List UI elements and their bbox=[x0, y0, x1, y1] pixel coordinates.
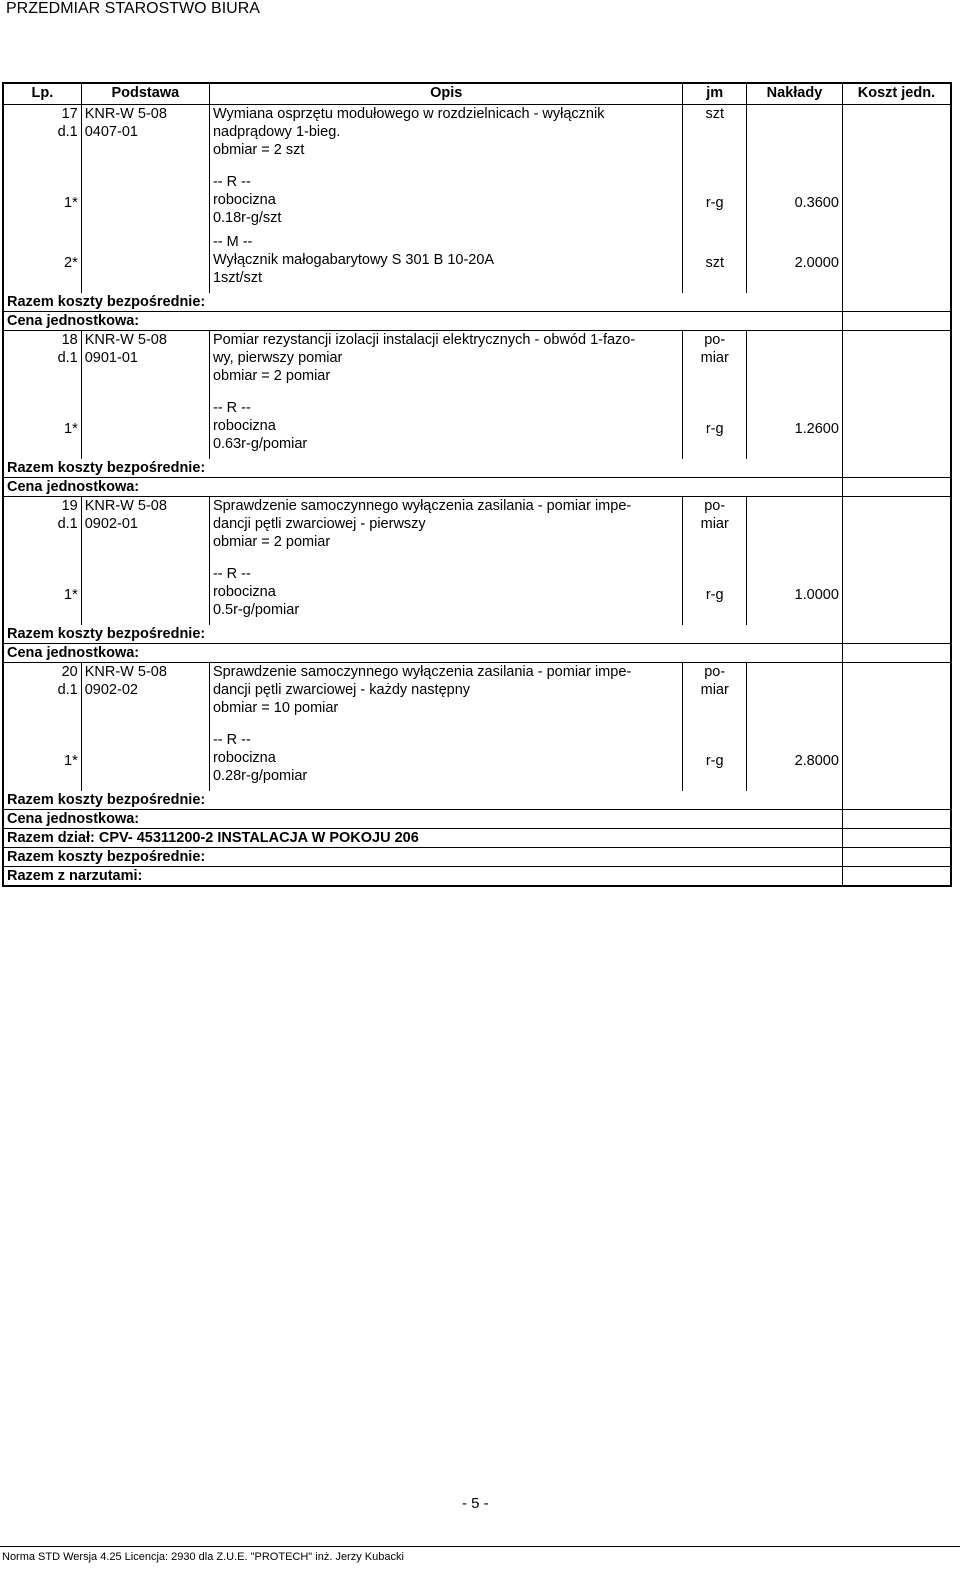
resource-row bbox=[3, 399, 951, 459]
item-unit: po- bbox=[704, 498, 726, 514]
table-row bbox=[3, 105, 951, 174]
resource-unit: r-g bbox=[683, 173, 747, 233]
item-unit-cont: miar bbox=[700, 350, 729, 366]
resource-line: 0.63r-g/pomiar bbox=[212, 436, 308, 452]
razem-koszty-row-label: Razem koszty bezpośrednie: bbox=[3, 791, 842, 810]
resource-line: 0.5r-g/pomiar bbox=[212, 602, 300, 618]
resource-number: 1* bbox=[3, 399, 81, 459]
resource-description bbox=[209, 173, 682, 233]
item-opis bbox=[209, 497, 682, 566]
item-description-line: obmiar = 2 pomiar bbox=[212, 368, 331, 384]
cena-jednostkowa-row bbox=[3, 810, 951, 829]
table-body bbox=[3, 105, 951, 887]
item-section: d.1 bbox=[57, 124, 78, 140]
resource-unit: szt bbox=[683, 233, 747, 293]
resource-number: 1* bbox=[3, 173, 81, 233]
item-lp bbox=[3, 105, 81, 174]
item-position: 0902-01 bbox=[84, 516, 138, 532]
col-podstawa: Podstawa bbox=[81, 83, 209, 105]
razem-koszty-row-label: Razem koszty bezpośrednie: bbox=[3, 459, 842, 478]
item-podstawa bbox=[81, 663, 209, 732]
table-row bbox=[3, 497, 951, 566]
item-unit: po- bbox=[704, 332, 726, 348]
item-number: 19 bbox=[61, 498, 78, 514]
resource-koszt bbox=[842, 233, 951, 293]
resource-unit: r-g bbox=[683, 399, 747, 459]
item-opis bbox=[209, 105, 682, 174]
item-catalog: KNR-W 5-08 bbox=[84, 498, 167, 514]
razem-koszty-row bbox=[3, 459, 951, 478]
resource-podstawa bbox=[81, 399, 209, 459]
item-description-line: obmiar = 2 pomiar bbox=[212, 534, 331, 550]
item-naklady bbox=[747, 497, 843, 566]
item-opis bbox=[209, 331, 682, 400]
resource-number: 2* bbox=[3, 233, 81, 293]
item-description-line: obmiar = 10 pomiar bbox=[212, 700, 339, 716]
resource-unit: r-g bbox=[683, 731, 747, 791]
resource-number: 1* bbox=[3, 731, 81, 791]
razem-narzut-row bbox=[3, 867, 951, 887]
item-jm bbox=[683, 105, 747, 174]
resource-line: robocizna bbox=[212, 418, 276, 434]
item-unit: po- bbox=[704, 664, 726, 680]
col-lp: Lp. bbox=[3, 83, 81, 105]
page-number: - 5 - bbox=[462, 1495, 489, 1512]
item-description-line: Pomiar rezystancji izolacji instalacji elektrycznych - obwód 1-fazo- bbox=[212, 332, 636, 348]
resource-line: -- R -- bbox=[212, 400, 251, 416]
item-section: d.1 bbox=[57, 682, 78, 698]
resource-description bbox=[209, 399, 682, 459]
item-koszt bbox=[842, 663, 951, 732]
razem-narzut-row-label: Razem z narzutami: bbox=[3, 867, 842, 887]
cena-jednostkowa-row-label: Cena jednostkowa: bbox=[3, 644, 842, 663]
item-section: d.1 bbox=[57, 350, 78, 366]
resource-podstawa bbox=[81, 173, 209, 233]
item-description-line: Wymiana osprzętu modułowego w rozdzielnicach - wyłącznik bbox=[212, 106, 605, 122]
cena-jednostkowa-row bbox=[3, 312, 951, 331]
cena-jednostkowa-row-value bbox=[842, 644, 951, 663]
cena-jednostkowa-row-label: Cena jednostkowa: bbox=[3, 810, 842, 829]
cost-table bbox=[2, 82, 952, 887]
item-description-line: wy, pierwszy pomiar bbox=[212, 350, 343, 366]
item-description-line: Sprawdzenie samoczynnego wyłączenia zasilania - pomiar impe- bbox=[212, 498, 632, 514]
cena-jednostkowa-row-value bbox=[842, 478, 951, 497]
resource-unit: r-g bbox=[683, 565, 747, 625]
item-koszt bbox=[842, 105, 951, 174]
resource-row bbox=[3, 565, 951, 625]
cena-jednostkowa-row-label: Cena jednostkowa: bbox=[3, 478, 842, 497]
item-catalog: KNR-W 5-08 bbox=[84, 332, 167, 348]
razem-dzial-koszty-row-label: Razem koszty bezpośrednie: bbox=[3, 848, 842, 867]
resource-number: 1* bbox=[3, 565, 81, 625]
resource-line: -- R -- bbox=[212, 566, 251, 582]
item-unit-cont: miar bbox=[700, 682, 729, 698]
resource-line: Wyłącznik małogabarytowy S 301 B 10-20A bbox=[212, 252, 495, 268]
col-opis: Opis bbox=[209, 83, 682, 105]
resource-koszt bbox=[842, 399, 951, 459]
resource-description bbox=[209, 233, 682, 293]
col-jm: jm bbox=[683, 83, 747, 105]
item-lp bbox=[3, 331, 81, 400]
razem-koszty-row bbox=[3, 791, 951, 810]
resource-row bbox=[3, 731, 951, 791]
resource-koszt bbox=[842, 731, 951, 791]
razem-dzial-row-value bbox=[842, 829, 951, 848]
razem-koszty-row-label: Razem koszty bezpośrednie: bbox=[3, 293, 842, 312]
item-podstawa bbox=[81, 497, 209, 566]
cena-jednostkowa-row-value bbox=[842, 312, 951, 331]
resource-description bbox=[209, 731, 682, 791]
resource-description bbox=[209, 565, 682, 625]
cena-jednostkowa-row-label: Cena jednostkowa: bbox=[3, 312, 842, 331]
resource-row bbox=[3, 173, 951, 233]
resource-value: 0.3600 bbox=[747, 173, 843, 233]
resource-koszt bbox=[842, 173, 951, 233]
item-naklady bbox=[747, 663, 843, 732]
razem-koszty-row-value bbox=[842, 293, 951, 312]
item-description-line: Sprawdzenie samoczynnego wyłączenia zasilania - pomiar impe- bbox=[212, 664, 632, 680]
item-position: 0407-01 bbox=[84, 124, 138, 140]
item-number: 17 bbox=[61, 106, 78, 122]
item-description-line: obmiar = 2 szt bbox=[212, 142, 305, 158]
item-description-line: dancji pętli zwarciowej - pierwszy bbox=[212, 516, 426, 532]
col-naklady: Nakłady bbox=[747, 83, 843, 105]
razem-dzial-koszty-row-value bbox=[842, 848, 951, 867]
razem-koszty-row-value bbox=[842, 625, 951, 644]
resource-podstawa bbox=[81, 565, 209, 625]
cena-jednostkowa-row bbox=[3, 478, 951, 497]
footer-text: Norma STD Wersja 4.25 Licencja: 2930 dla Z.U.E. "PROTECH" inż. Jerzy Kubacki bbox=[2, 1551, 404, 1563]
resource-line: -- M -- bbox=[212, 234, 253, 250]
item-catalog: KNR-W 5-08 bbox=[84, 664, 167, 680]
razem-dzial-row bbox=[3, 829, 951, 848]
item-description-line: dancji pętli zwarciowej - każdy następny bbox=[212, 682, 471, 698]
resource-line: robocizna bbox=[212, 584, 276, 600]
item-number: 20 bbox=[61, 664, 78, 680]
item-koszt bbox=[842, 497, 951, 566]
item-section: d.1 bbox=[57, 516, 78, 532]
cena-jednostkowa-row bbox=[3, 644, 951, 663]
resource-line: 0.28r-g/pomiar bbox=[212, 768, 308, 784]
resource-podstawa bbox=[81, 233, 209, 293]
resource-value: 2.0000 bbox=[747, 233, 843, 293]
razem-dzial-row-label: Razem dział: CPV- 45311200-2 INSTALACJA W POKOJU 206 bbox=[3, 829, 842, 848]
resource-line: -- R -- bbox=[212, 174, 251, 190]
col-koszt: Koszt jedn. bbox=[842, 83, 951, 105]
razem-narzut-row-value bbox=[842, 867, 951, 887]
table-row bbox=[3, 663, 951, 732]
resource-line: 0.18r-g/szt bbox=[212, 210, 282, 226]
resource-podstawa bbox=[81, 731, 209, 791]
page-title: PRZEDMIAR STAROSTWO BIURA bbox=[6, 0, 260, 17]
resource-value: 1.2600 bbox=[747, 399, 843, 459]
item-jm bbox=[683, 331, 747, 400]
item-unit-cont: miar bbox=[700, 516, 729, 532]
item-opis bbox=[209, 663, 682, 732]
razem-koszty-row bbox=[3, 625, 951, 644]
table-header-row bbox=[3, 83, 951, 105]
razem-koszty-row-value bbox=[842, 459, 951, 478]
cena-jednostkowa-row-value bbox=[842, 810, 951, 829]
item-position: 0902-02 bbox=[84, 682, 138, 698]
resource-value: 1.0000 bbox=[747, 565, 843, 625]
razem-koszty-row-value bbox=[842, 791, 951, 810]
resource-value: 2.8000 bbox=[747, 731, 843, 791]
item-number: 18 bbox=[61, 332, 78, 348]
table-row bbox=[3, 331, 951, 400]
item-podstawa bbox=[81, 105, 209, 174]
resource-row bbox=[3, 233, 951, 293]
razem-koszty-row-label: Razem koszty bezpośrednie: bbox=[3, 625, 842, 644]
resource-line: robocizna bbox=[212, 192, 276, 208]
item-koszt bbox=[842, 331, 951, 400]
item-naklady bbox=[747, 105, 843, 174]
item-catalog: KNR-W 5-08 bbox=[84, 106, 167, 122]
resource-koszt bbox=[842, 565, 951, 625]
item-podstawa bbox=[81, 331, 209, 400]
razem-dzial-koszty-row bbox=[3, 848, 951, 867]
item-unit: szt bbox=[705, 106, 724, 122]
item-lp bbox=[3, 497, 81, 566]
item-jm bbox=[683, 497, 747, 566]
resource-line: 1szt/szt bbox=[212, 270, 263, 286]
item-lp bbox=[3, 663, 81, 732]
resource-line: -- R -- bbox=[212, 732, 251, 748]
item-position: 0901-01 bbox=[84, 350, 138, 366]
razem-koszty-row bbox=[3, 293, 951, 312]
item-description-line: nadprądowy 1-bieg. bbox=[212, 124, 341, 140]
resource-line: robocizna bbox=[212, 750, 276, 766]
item-naklady bbox=[747, 331, 843, 400]
footer-divider bbox=[0, 1546, 960, 1547]
item-jm bbox=[683, 663, 747, 732]
